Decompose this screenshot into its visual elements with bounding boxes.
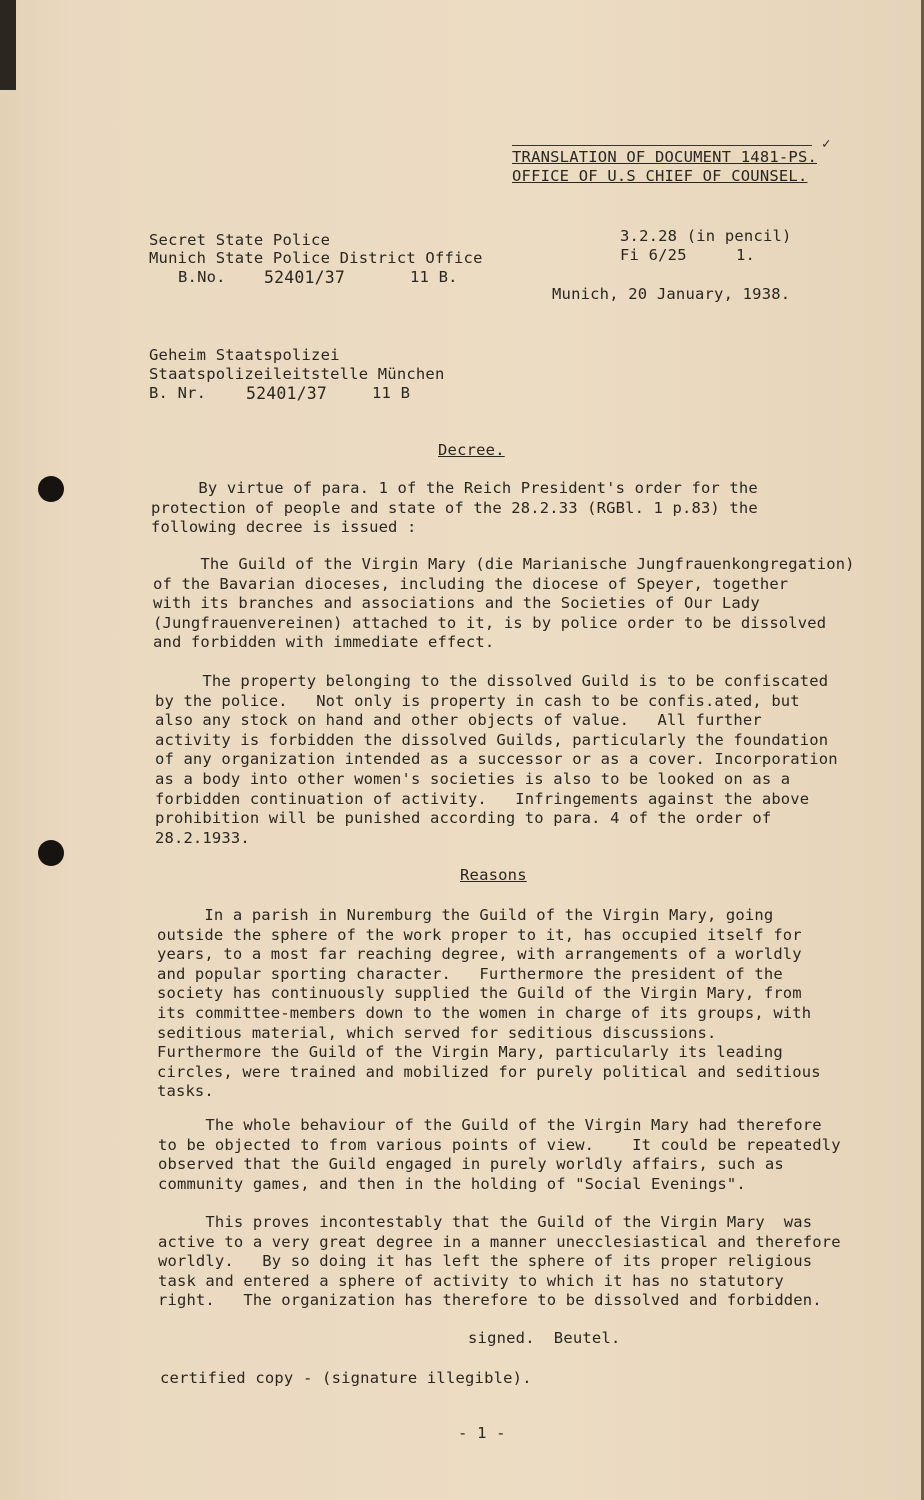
text-line: This proves incontestably that the Guild of the Virgin Mary was — [158, 1213, 813, 1231]
translation-header — [512, 148, 817, 186]
punch-hole — [38, 840, 64, 866]
text-line: forbidden continuation of activity. Infringements against the above — [155, 789, 810, 808]
signature-line: signed. Beutel. — [468, 1329, 621, 1347]
text-line: 28.2.1933. — [155, 828, 250, 847]
text-line: community games, and then in the holding of "Social Evenings". — [158, 1174, 746, 1193]
check-mark: ✓ — [822, 136, 831, 152]
german-ref-label: B. Nr. — [149, 384, 207, 402]
text-line: years, to a most far reaching degree, with arrangements of a worldly — [157, 945, 802, 964]
sender-ref-section: 11 B. — [410, 268, 458, 286]
sender-line-1: Secret State Police — [149, 231, 331, 249]
text-line: and popular sporting character. Furthermore the president of the — [157, 964, 783, 983]
punch-hole — [38, 476, 64, 502]
text-line: by the police. Not only is property in cash to be confis.ated, but — [155, 691, 800, 710]
text-line: The Guild of the Virgin Mary (die Marianische Jungfrauenkongregation) — [153, 555, 855, 573]
decree-title: Decree. — [438, 441, 505, 459]
text-line: following decree is issued : — [151, 518, 417, 537]
reasons-paragraph-2 — [158, 1116, 841, 1194]
text-line: of the Bavarian dioceses, including the diocese of Speyer, together — [153, 574, 789, 593]
text-line: right. The organization has therefore to be dissolved and forbidden. — [158, 1291, 822, 1310]
text-line: prohibition will be punished according to para. 4 of the order of — [155, 809, 772, 828]
german-ref-number: 52401/37 — [246, 384, 328, 403]
german-ref-section: 11 B — [372, 384, 411, 402]
reasons-title: Reasons — [460, 866, 527, 884]
text-line: to be objected to from various points of view. It could be repeatedly — [158, 1135, 841, 1154]
pencil-note-line-2b: 1. — [736, 246, 756, 264]
decree-paragraph-1 — [151, 479, 758, 538]
decree-paragraph-2 — [153, 555, 855, 653]
text-line: seditious material, which served for seditious discussions. — [157, 1023, 717, 1042]
text-line: circles, were trained and mobilized for purely political and seditious — [157, 1062, 821, 1081]
scan-edge-shadow — [0, 0, 16, 90]
header-line-1: TRANSLATION OF DOCUMENT 1481-PS. — [512, 148, 818, 166]
text-line: tasks. — [157, 1082, 214, 1101]
text-line: of any organization intended as a successor or as a cover. Incorporation — [155, 750, 838, 769]
header-line-2: OFFICE OF U.S CHIEF OF COUNSEL. — [512, 167, 808, 185]
text-line: with its branches and associations and the Societies of Our Lady — [153, 594, 760, 613]
sender-line-2: Munich State Police District Office — [149, 249, 483, 267]
text-line: its committee-members down to the women in charge of its groups, with — [157, 1003, 812, 1022]
decree-paragraph-3 — [155, 672, 838, 848]
reasons-paragraph-1 — [157, 906, 821, 1102]
text-line: The property belonging to the dissolved Guild is to be confiscated — [155, 672, 829, 690]
text-line: worldly. By so doing it has left the sphere of its proper religious — [158, 1252, 813, 1271]
german-sender-line-2: Staatspolizeileitstelle München — [149, 365, 445, 383]
text-line: observed that the Guild engaged in purely worldly affairs, such as — [158, 1155, 784, 1174]
text-line: The whole behaviour of the Guild of the Virgin Mary had therefore — [158, 1116, 822, 1134]
text-line: society has continuously supplied the Guild of the Virgin Mary, from — [157, 984, 802, 1003]
sender-ref-number: 52401/37 — [264, 268, 346, 287]
header-rule — [512, 145, 812, 146]
reasons-paragraph-3 — [158, 1213, 841, 1311]
certified-copy-line: certified copy - (signature illegible). — [160, 1369, 532, 1387]
text-line: protection of people and state of the 28.2.33 (RGBl. 1 p.83) the — [151, 498, 758, 517]
text-line: also any stock on hand and other objects of value. All further — [155, 711, 762, 730]
date-line: Munich, 20 January, 1938. — [552, 285, 791, 303]
text-line: active to a very great degree in a manner unecclesiastical and therefore — [158, 1232, 841, 1251]
sender-ref-label: B.No. — [178, 268, 226, 286]
pencil-note-line-2a: Fi 6/25 — [620, 246, 687, 264]
text-line: In a parish in Nuremburg the Guild of the Virgin Mary, going — [157, 906, 774, 924]
text-line: as a body into other women's societies is also to be looked on as a — [155, 769, 791, 788]
text-line: activity is forbidden the dissolved Guilds, particularly the foundation — [155, 730, 829, 749]
text-line: (Jungfrauenvereinen) attached to it, is by police order to be dissolved — [153, 613, 827, 632]
text-line: task and entered a sphere of activity to which it has no statutory — [158, 1271, 784, 1290]
pencil-note-line-1: 3.2.28 (in pencil) — [620, 227, 792, 245]
text-line: outside the sphere of the work proper to it, has occupied itself for — [157, 925, 802, 944]
german-sender-line-1: Geheim Staatspolizei — [149, 346, 340, 364]
text-line: and forbidden with immediate effect. — [153, 633, 495, 652]
text-line: By virtue of para. 1 of the Reich President's order for the — [151, 479, 758, 497]
text-line: Furthermore the Guild of the Virgin Mary, particularly its leading — [157, 1043, 783, 1062]
page-number: - 1 - — [458, 1424, 506, 1442]
